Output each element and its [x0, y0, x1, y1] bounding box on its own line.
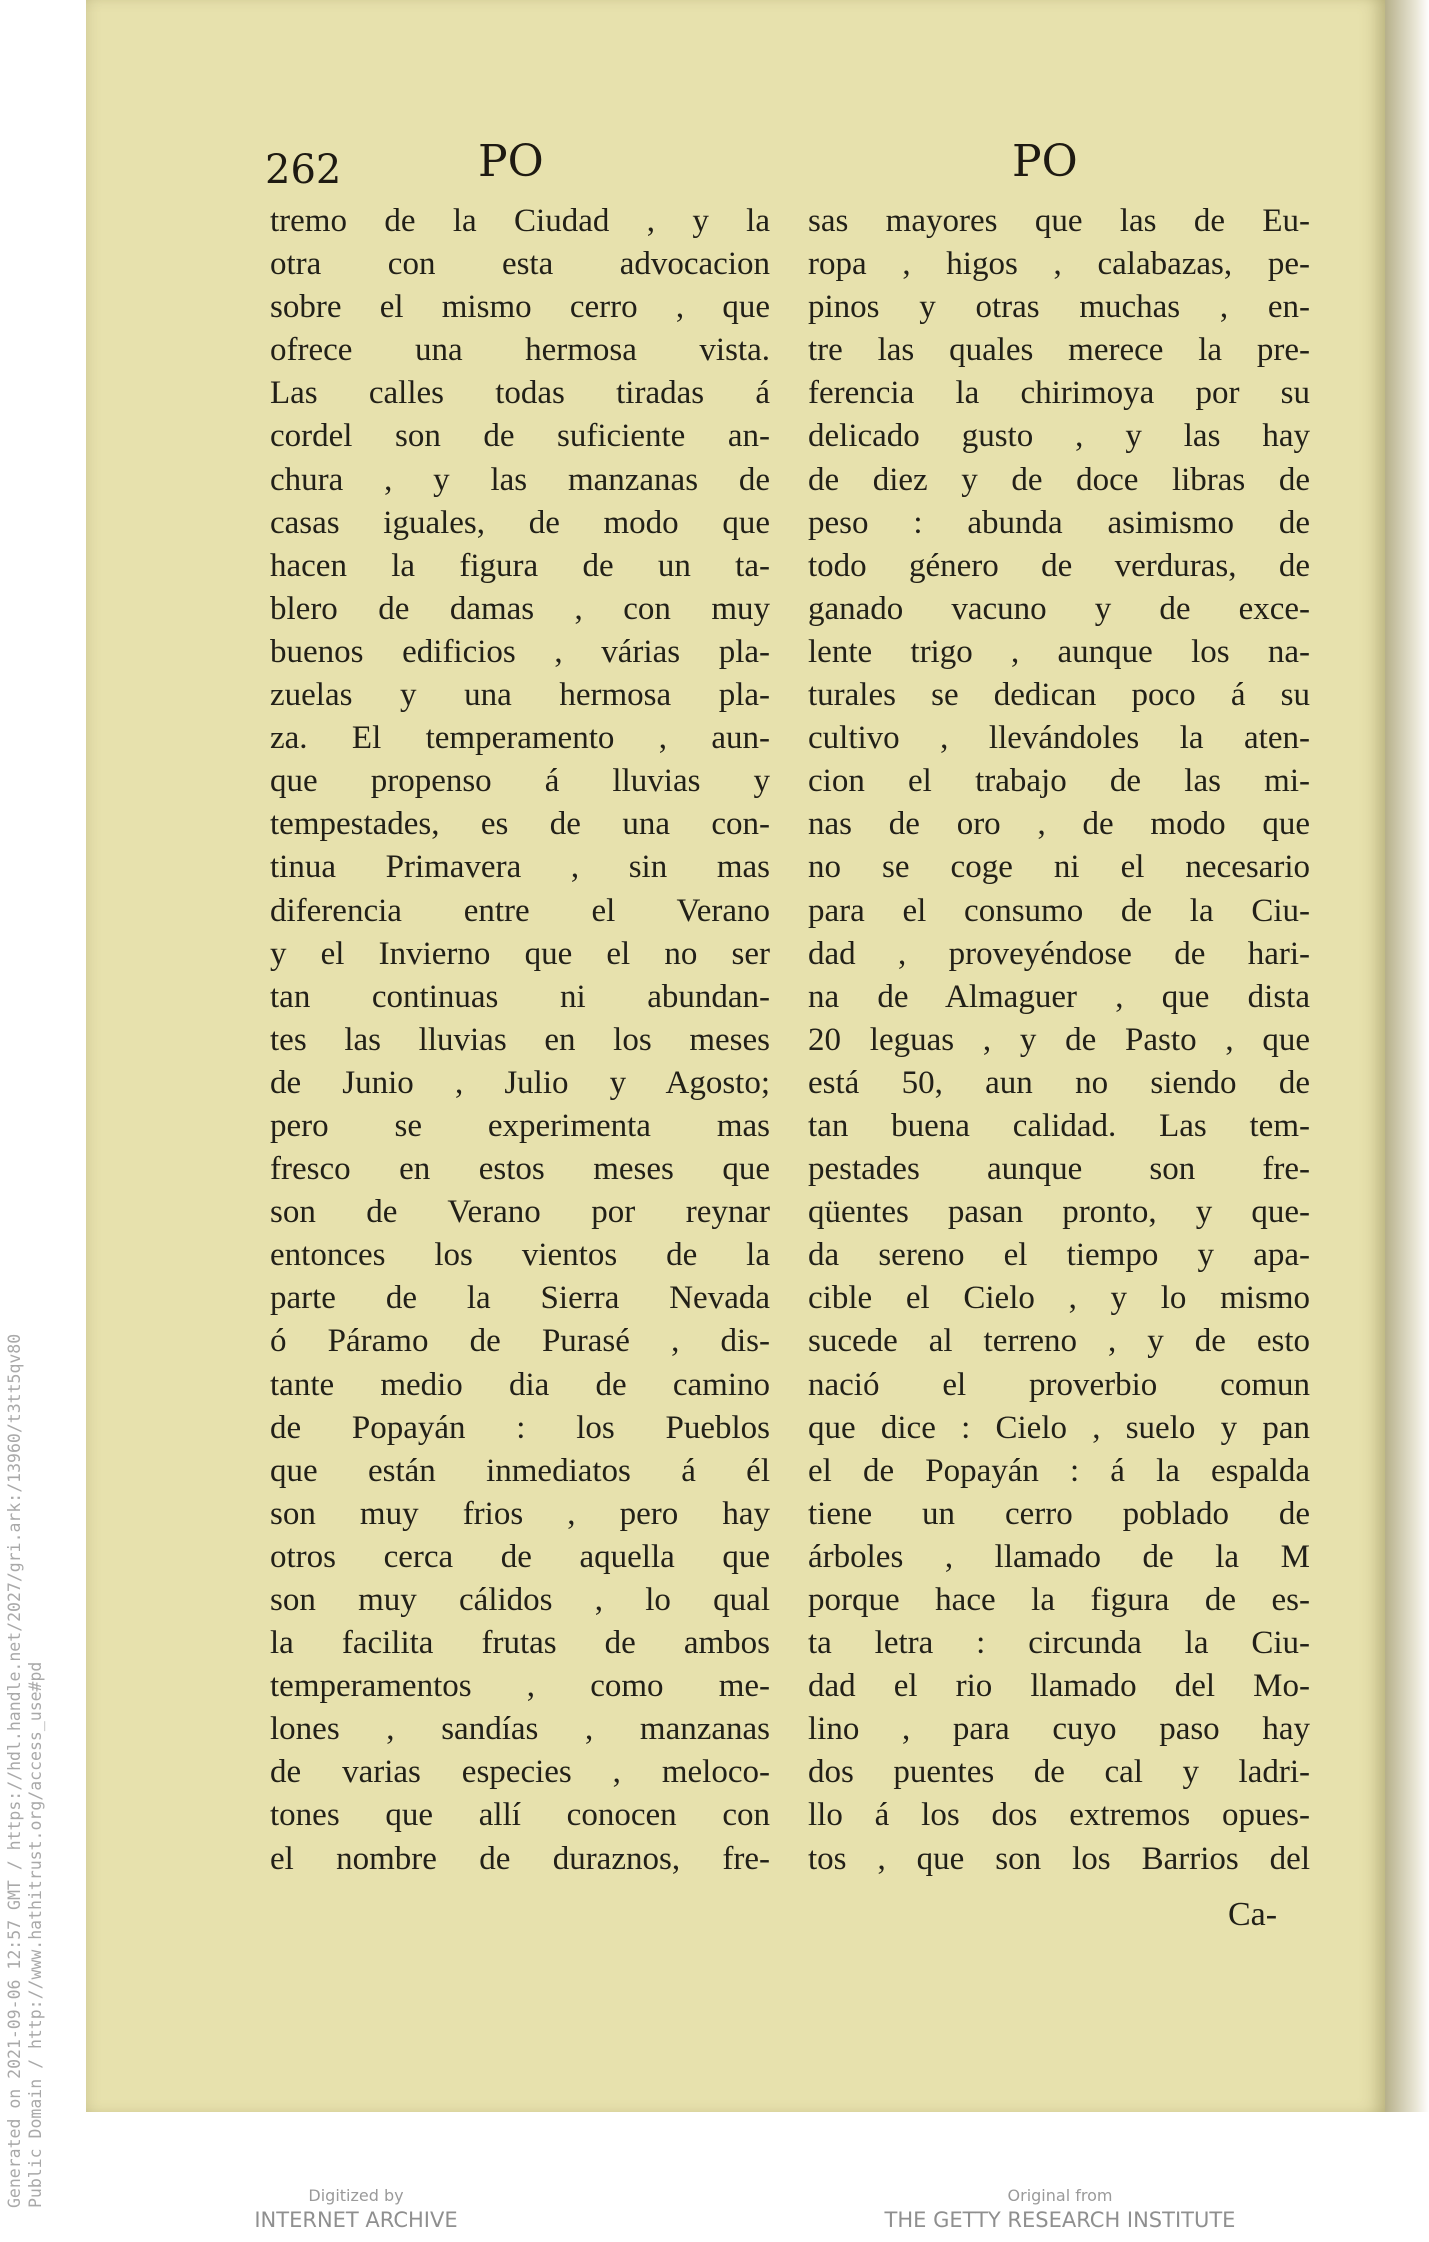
original-from-credit [860, 2186, 1260, 2234]
text-line: delicado gusto , y las hay [808, 418, 1310, 455]
text-line: que propenso á lluvias y [270, 763, 770, 800]
text-line: para el consumo de la Ciu- [808, 892, 1310, 929]
text-line: nació el proverbio comun [808, 1366, 1310, 1403]
text-line: porque hace la figura de es- [808, 1582, 1310, 1618]
page-edge-shadow [1385, 0, 1429, 2112]
text-line: está 50, aun no siendo de [808, 1064, 1310, 1101]
text-line: llo á los dos extremos opues- [808, 1797, 1310, 1834]
text-line: y el Invierno que el no ser [270, 935, 770, 972]
text-line: la facilita frutas de ambos [270, 1625, 770, 1662]
right-text-column [808, 200, 1310, 1881]
text-line: cion el trabajo de las mi- [808, 763, 1310, 800]
text-line: ó Páramo de Purasé , dis- [270, 1323, 770, 1360]
text-line: diferencia entre el Verano [270, 892, 770, 929]
text-line: da sereno el tiempo y apa- [808, 1237, 1310, 1274]
text-line: sucede al terreno , y de esto [808, 1323, 1310, 1360]
text-line: dad , proveyéndose de hari- [808, 935, 1310, 972]
text-line: qüentes pasan pronto, y que- [808, 1194, 1310, 1231]
generation-stamp-line-1: Generated on 2021-09-06 12:57 GMT / https://hdl.handle.net/2027/gri.ark:/13960/t3tt5qv80 [5, 1333, 24, 2208]
text-line: za. El temperamento , aun- [270, 720, 770, 757]
text-line: de Popayán : los Pueblos [270, 1409, 770, 1446]
text-line: pestades aunque son fre- [808, 1151, 1310, 1188]
text-line: fresco en estos meses que [270, 1151, 770, 1188]
text-line: ropa , higos , calabazas, pe- [808, 246, 1310, 283]
left-text-column [270, 200, 770, 1881]
original-from-label: Original from [1007, 2186, 1113, 2205]
text-line: pinos y otras muchas , en- [808, 289, 1310, 326]
text-line: cordel son de suficiente an- [270, 418, 770, 455]
digitized-by-credit [236, 2186, 476, 2234]
text-line: na de Almaguer , que dista [808, 978, 1310, 1015]
digitized-by-label: Digitized by [308, 2186, 404, 2205]
text-line: tremo de la Ciudad , y la [270, 203, 770, 239]
text-line: sas mayores que las de Eu- [808, 203, 1310, 239]
text-line: otros cerca de aquella que [270, 1538, 770, 1575]
text-line: el de Popayán : á la espalda [808, 1452, 1310, 1489]
text-line: parte de la Sierra Nevada [270, 1280, 770, 1317]
text-line: temperamentos , como me- [270, 1668, 770, 1705]
text-line: tones que allí conocen con [270, 1797, 770, 1834]
text-line: zuelas y una hermosa pla- [270, 677, 770, 714]
text-line: ferencia la chirimoya por su [808, 375, 1310, 412]
generation-stamp-line-2: Public Domain / http://www.hathitrust.org/access_use#pd [26, 1661, 45, 2208]
text-line: lente trigo , aunque los na- [808, 633, 1310, 670]
text-line: Las calles todas tiradas á [270, 375, 770, 412]
text-line: casas iguales, de modo que [270, 504, 770, 541]
text-line: tinua Primavera , sin mas [270, 849, 770, 886]
text-line: cible el Cielo , y lo mismo [808, 1280, 1310, 1317]
text-line: árboles , llamado de la M [808, 1538, 1310, 1575]
running-head-left: PO [478, 136, 544, 187]
text-line: tes las lluvias en los meses [270, 1021, 770, 1058]
text-line: nas de oro , de modo que [808, 806, 1310, 843]
original-institution-name: THE GETTY RESEARCH INSTITUTE [884, 2208, 1236, 2232]
catchword: Ca- [1228, 1896, 1278, 1933]
text-line: que están inmediatos á él [270, 1452, 770, 1489]
text-line: tre las quales merece la pre- [808, 332, 1310, 369]
text-line: hacen la figura de un ta- [270, 547, 770, 584]
page-number: 262 [265, 147, 342, 193]
text-line: tan continuas ni abundan- [270, 978, 770, 1015]
text-line: buenos edificios , várias pla- [270, 633, 770, 670]
text-line: dad el rio llamado del Mo- [808, 1668, 1310, 1705]
text-line: todo género de verduras, de [808, 547, 1310, 584]
text-line: 20 leguas , y de Pasto , que [808, 1021, 1310, 1058]
text-line: tempestades, es de una con- [270, 806, 770, 843]
text-line: sobre el mismo cerro , que [270, 289, 770, 326]
text-line: ofrece una hermosa vista. [270, 332, 770, 369]
text-line: pero se experimenta mas [270, 1107, 770, 1144]
text-line: de varias especies , meloco- [270, 1754, 770, 1791]
text-line: tan buena calidad. Las tem- [808, 1107, 1310, 1144]
text-line: cultivo , llevándoles la aten- [808, 720, 1310, 757]
text-line: otra con esta advocacion [270, 246, 770, 283]
text-line: son muy frios , pero hay [270, 1495, 770, 1532]
text-line: de diez y de doce libras de [808, 461, 1310, 498]
text-line: tos , que son los Barrios del [808, 1840, 1310, 1877]
text-line: peso : abunda asimismo de [808, 504, 1310, 541]
text-line: lino , para cuyo paso hay [808, 1711, 1310, 1748]
text-line: tiene un cerro poblado de [808, 1495, 1310, 1532]
text-line: ganado vacuno y de exce- [808, 590, 1310, 627]
text-line: son de Verano por reynar [270, 1194, 770, 1231]
text-line: de Junio , Julio y Agosto; [270, 1064, 770, 1101]
running-head-right: PO [1012, 136, 1078, 187]
text-line: entonces los vientos de la [270, 1237, 770, 1274]
text-line: turales se dedican poco á su [808, 677, 1310, 714]
text-line: dos puentes de cal y ladri- [808, 1754, 1310, 1791]
text-line: chura , y las manzanas de [270, 461, 770, 498]
text-line: el nombre de duraznos, fre- [270, 1840, 770, 1877]
text-line: blero de damas , con muy [270, 590, 770, 627]
text-line: tante medio dia de camino [270, 1366, 770, 1403]
text-line: lones , sandías , manzanas [270, 1711, 770, 1748]
digitizer-name: INTERNET ARCHIVE [254, 2208, 458, 2232]
text-line: son muy cálidos , lo qual [270, 1582, 770, 1618]
text-line: ta letra : circunda la Ciu- [808, 1625, 1310, 1662]
text-line: no se coge ni el necesario [808, 849, 1310, 886]
generation-stamp [4, 1108, 46, 2208]
text-line: que dice : Cielo , suelo y pan [808, 1409, 1310, 1446]
